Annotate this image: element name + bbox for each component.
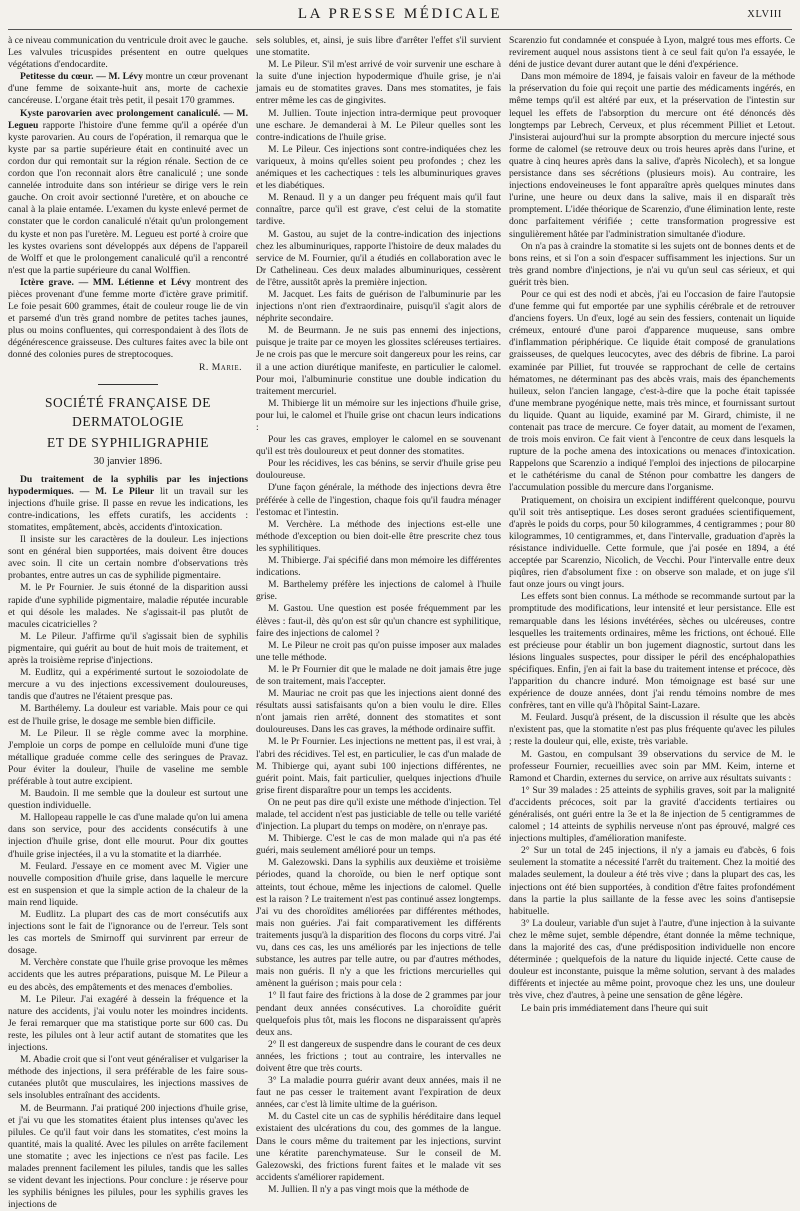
paragraph: 3° La maladie pourra guérir avant deux années, mais il ne faut ne pas cesser le traitement avant l'expiration de deux années, car c'est là limite ultime de la guérison. [256,1075,501,1111]
paragraph: Du traitement de la syphilis par les injections hypodermiques. — M. Le Pileur lit un travail sur les injections d'huile grise. Il passe en revue les indications, les contre-indications, les effets curatifs, les accidents : stomatites, empâtement, abcès, accidents d'intoxication. [8,474,248,534]
column-2 [256,35,501,1103]
page-number: XLVIII [747,9,782,20]
paragraph: M. Galezowski. Dans la syphilis aux deuxième et troisième périodes, quand la choroïde, ou bien le nerf optique sont atteints, tout échoue, même les injections de calomel. Quelle est la raison ? Le traitement n'est pas continué assez longtemps. J'ai vu des choroïdites améliorées par différentes méthodes, mais non guéries. J'ai fait comparativement les différents traitements jusqu'à la disparition des flocons du corps vitré. J'ai vu, dans ces cas, les uns améliorés par les injections de telle substance, les autres par telle autre, ou par d'autres méthodes, mais non guéris. Il n'y a que les frictions mercurielles qui amènent la guérison ; mais pour cela : [256,857,501,990]
paragraph: M. Jullien. Il n'y a pas vingt mois que la méthode de [256,1184,501,1196]
column-1 [8,35,248,1103]
paragraph-heading: Du traitement de la syphilis par les injections hypodermiques. — M. Le Pileur [8,474,248,497]
page-header [0,6,800,28]
paragraph: M. Renaud. Il y a un danger peu fréquent mais qu'il faut connaître, parce qu'il est grave, c'est celui de la stomatite tardive. [256,192,501,228]
paragraph: M. Verchère. La méthode des injections est-elle une méthode d'exception ou bien doit-elle être prescrite chez tous les syphilitiques. [256,519,501,555]
section-title: SOCIÉTÉ FRANÇAISE DE DERMATOLOGIE [8,393,248,431]
paragraph: M. Baudoin. Il me semble que la douleur est surtout une question individuelle. [8,788,248,812]
paragraph: Les effets sont bien connus. La méthode se recommande surtout par la promptitude des modifications, leur intensité et leur persistance. Elle est remarquable dans les lésions invétérées, sèches ou ulcéreuses, contre lesquelles les traitements ordinaires, même les frictions, ont échoué. Elle est précieuse pour établir un bon jugement diagnostic, surtout dans les lésions linguales suspectes, pour dissiper le péril des encéphalopathies spécifiques. Enfin, j'en ai fait la base du traitement intense et précoce, dès l'apparition du chancre induré. Mon témoignage est basé sur une expérience de douze années, dont j'ai rendu témoins nombre de mes confrères, tant en ville qu'à l'hôpital Saint-Lazare. [509,591,795,712]
paragraph: M. le Pr Fournier. Les injections ne mettent pas, il est vrai, à l'abri des récidives. Tel est, en particulier, le cas d'un malade de M. Thibierge qui, ayant subi 100 injections différentes, ne guérit point. Mais, fait particulier, quelques injections d'huile grise firent disparaître pour un temps les accidents. [256,736,501,796]
paragraph: On ne peut pas dire qu'il existe une méthode d'injection. Tel malade, tel accident n'est pas justiciable de telle ou telle variété d'injection. La plupart du temps on modère, on n'enraye pas. [256,797,501,833]
paragraph-heading: Petitesse du cœur. — M. Lévy [20,71,143,82]
paragraph: Le bain pris immédiatement dans l'heure qui suit [509,1003,795,1015]
paragraph: D'une façon générale, la méthode des injections devra être préférée à celle de l'ingestion, chaque fois qu'il faudra ménager l'estomac et l'intestin. [256,482,501,518]
paragraph: M. Le Pileur. Ces injections sont contre-indiquées chez les variqueux, à moins qu'elles soient peu profondes ; chez les anémiques et les cachectiques : tels les albuminuriques graves et les diabétiques. [256,144,501,192]
journal-title: LA PRESSE MÉDICALE [0,6,800,23]
paragraph: 2° Il est dangereux de suspendre dans le courant de ces deux années, les frictions ; tout au contraire, les intervalles ne doivent être que très courts. [256,1039,501,1075]
paragraph: Pour ce qui est des nodi et abcès, j'ai eu l'occasion de faire l'autopsie d'une femme qui fut emportée par une syphilis cérébrale et de retrouver d'anciens foyers. Un d'eux, logé au sein des fessiers, contenait un liquide crémeux, entouré d'une paroi d'apparence muqueuse, sans ombre d'inflammation périphérique. Ce liquide était composé de granulations graisseuses, de quelques leucocytes, avec des débris de fibrine. La paroi examinée par Pilliet, fut trouvée se rapprochant de celle de certains hématomes, ne déterminant pas des abcès vrais, mais des épanchements huileux, selon l'ancien langage, c'est-à-dire que la poche était tapissée d'une membrane pyogénique nette, mais très mince, et fournissant surtout du liquide. Quant au liquide, examiné par M. Girard, chimiste, il ne contenait pas trace de mercure. Ce foyer datait, au moment de l'examen, de trois mois environ. Ce fait vient à l'encontre de ceux dans lesquels la rupture de la poche amena des intoxications ou menaces d'intoxication. Rappelons que Scarenzio a indiqué l'emploi des injections de pilocarpine et le cathétérisme du canal de Sténon pour combattre les dangers de l'accumulation possible du mercure dans l'organisme. [509,289,795,495]
paragraph: à ce niveau communication du ventricule droit avec le gauche. Les valvules tricuspides présentent en outre quelques végétations d'endocardite. [8,35,248,71]
author-signature: R. Marie. [8,362,248,374]
paragraph: M. Abadie croit que si l'ont veut généraliser et vulgariser la méthode des injections, il sera préférable de les faire sous-cutanées plutôt que musculaires, les injections massives de sels insolubles entraînant des accidents. [8,1054,248,1102]
paragraph: Pour les cas graves, employer le calomel en se souvenant qu'il est très douloureux et peut donner des stomatites. [256,434,501,458]
paragraph: Kyste parovarien avec prolongement canaliculé. — M. Legueu rapporte l'histoire d'une femme qu'il a opérée d'un kyste parovarien. Au cours de l'opération, il remarqua que le kyste par sa partie supérieure était en continuité avec un cordon dur qui remontait sur la région rénale. Section de ce cordon que l'on reconnait alors être canaliculé ; une sonde cannelée introduite dans son intérieur se dirige vers le rein gauche. On croit avoir sectionné l'uretère, et on abouche ce canal à la plaie entamée. L'examen du kyste enlevé permet de constater que le cordon canaliculé n'était qu'un prolongement du kyste et non pas l'uretère. M. Legueu est porté à croire que les kystes ovariens sont développés aux dépens de l'appareil de Wolff et que le prolongement canaliculé qu'il a rencontré n'est que la partie supérieure du canal Wolffien. [8,108,248,277]
paragraph: M. Verchère constate que l'huile grise provoque les mêmes accidents que les autres préparations, puisque M. Le Pileur a eu des abcès, des empâtements et des menaces d'embolies. [8,957,248,993]
paragraph: M. Mauriac ne croit pas que les injections aient donné des résultats aussi satisfaisants qu'on a bien voulu le dire. Elles n'ont jamais rien arrêté, donnent des stomatites et sont douloureuses. Dans les cas graves, la méthode ordinaire suffit. [256,688,501,736]
paragraph: M. de Beurmann. J'ai pratiqué 200 injections d'huile grise, et j'ai vu que les stomatites étaient plus intenses qu'avec les pilules. Ce qu'il faut voir dans les stomatites, c'est moins la quantité, mais la qualité. Avec les pilules on arrête facilement une stomatite ; avec les injections ce n'est pas facile. Les malades prennent facilement les pilules, tandis que les salles se vident devant les injections. Pour conclure : je réserve pour les syphilis bénignes les pilules, pour les syphilis graves les injections de [8,1103,248,1211]
paragraph: M. Feulard. Jusqu'à présent, de la discussion il résulte que les abcès n'existent pas, que la stomatite n'est pas plus fréquente qu'avec les pilules ; reste la douleur qui, elle, existe, très variable. [509,712,795,748]
paragraph: M. Barthelemy préfère les injections de calomel à l'huile grise. [256,579,501,603]
paragraph: sels solubles, et, ainsi, je suis libre d'arrêter l'effet s'il survient une stomatite. [256,35,501,59]
column-3 [509,35,795,1103]
paragraph: 3° La douleur, variable d'un sujet à l'autre, d'une injection à la suivante chez le même sujet, semble dépendre, étant donnée la même technique, dans la majorité des cas, d'une prédisposition individuelle non encore déterminée ; quelquefois de la nature du liquide injecté. Cette cause de douleur est inconstante, puisque la même solution, servant à des malades différents et injectée au même point, provoque chez les uns, une douleur très vive, chez d'autres, à peine une sensation de gêne légère. [509,918,795,1003]
paragraph: M. Barthélemy. La douleur est variable. Mais pour ce qui est de l'huile grise, le dosage me semble bien difficile. [8,703,248,727]
paragraph: M. Eudlitz, qui a expérimenté surtout le sozoiodolate de mercure a vu des injections excessivement douloureuses, tandis que d'autres ne l'étaient presque pas. [8,667,248,703]
paragraph: M. de Beurmann. Je ne suis pas ennemi des injections, puisque je traite par ce moyen les glossites scléreuses tertiaires. Je ne crois pas que le mercure soit dangereux pour les reins, car il a une action diurétique manifeste, en particulier le calomel. Pour moi, l'albuminurie constitue une double indication du traitement mercuriel. [256,325,501,398]
paragraph: 1° Sur 39 malades : 25 atteints de syphilis graves, soit par la malignité d'accidents précoces, soit par la gravité d'accidents tertiaires ou généralisés, ont guéri entre la 3e et la 8e injection de 5 centigrammes de calomel ; 14 atteints de syphilis nerveuse n'ont pas éprouvé, malgré ces injections multiples, d'amélioration manifeste. [509,785,795,845]
section-title: ET DE SYPHILIGRAPHIE [8,433,248,452]
paragraph: M. Hallopeau rappelle le cas d'une malade qu'on lui amena dans son service, pour des accidents consécutifs à une injection d'huile grise, dont elle mourut. Pour dix gouttes d'huile grise injectées, il a vu la stomatite et la diarrhée. [8,812,248,860]
paragraph: M. Le Pileur. J'ai exagéré à dessein la fréquence et la nature des accidents, j'ai voulu noter les moindres incidents. Je ferai remarquer que ma statistique porte sur 600 cas. Du reste, les pilules ont à leur actif autant de stomatites que les injections. [8,994,248,1054]
paragraph: M. le Pr Fournier. Je suis étonné de la disparition aussi rapide d'une syphilide pigmentaire, maladie réputée incurable et qui désole les malades. Ne s'agissait-il pas plutôt de macules cicatricielles ? [8,582,248,630]
paragraph: M. Le Pileur. J'affirme qu'il s'agissait bien de syphilis pigmentaire, qui guérit au bout de huit mois de traitement, et après la troisième reprise d'injections. [8,631,248,667]
paragraph: On n'a pas à craindre la stomatite si les sujets ont de bonnes dents et de bons reins, et si l'on a soin d'espacer suffisamment les injections. Sur un très grand nombre d'injections, je n'ai vu qu'un seul cas sérieux, et qui guérit très bien. [509,241,795,289]
paragraph: M. Thibierge lit un mémoire sur les injections d'huile grise, pour lui, le calomel et l'huile grise ont chacun leurs indications : [256,398,501,434]
paragraph-heading: Kyste parovarien avec prolongement canaliculé. — M. Legueu [8,108,248,131]
paragraph: M. Eudlitz. La plupart des cas de mort consécutifs aux injections sont le fait de l'ignorance ou de l'erreur. Tels sont les cas mortels de Smirnoff qui survinrent par erreur de dosage. [8,909,248,957]
paragraph-heading: Ictère grave. — MM. Létienne et Lévy [20,277,191,288]
paragraph: M. Thibierge. J'ai spécifié dans mon mémoire les différentes indications. [256,555,501,579]
header-rule [8,29,792,30]
paragraph: Scarenzio fut condamnée et conspuée à Lyon, malgré tous mes efforts. Ce revirement auquel nous assistons tient à ce seul fait qu'on l'a essayée, le déni de justice devant durer autant que le déni d'expérience. [509,35,795,71]
paragraph: M. du Castel cite un cas de syphilis héréditaire dans lequel existaient des ulcérations du cou, des gommes de la langue. Dans le cours même du traitement par les injections, survint une kératite parenchymateuse. Sur le conseil de M. Galezowski, des frictions furent faites et le malade vit ses accidents s'améliorer rapidement. [256,1111,501,1184]
paragraph: M. Gastou, en compulsant 39 observations du service de M. le professeur Fournier, recueillies avec soin par MM. Keim, interne et Ramond et Chardin, externes du service, on arrive aux résultats suivants : [509,749,795,785]
paragraph: M. Feulard. J'essaye en ce moment avec M. Vigier une nouvelle composition d'huile grise, dans laquelle le mercure est en suspension et que la simple action de la chaleur de la main rend liquide. [8,861,248,909]
paragraph: Petitesse du cœur. — M. Lévy montre un cœur provenant d'une femme de soixante-huit ans, morte de cachexie cancéreuse. L'organe était très petit, il pesait 170 grammes. [8,71,248,107]
session-date: 30 janvier 1896. [8,454,248,470]
paragraph: 2° Sur un total de 245 injections, il n'y a jamais eu d'abcès, 6 fois seulement la stomatite a nécessité l'arrêt du traitement. Chez la moitié des malades seulement, la douleur a été très vive ; dans la plupart des cas, les injections ont été bien supportées, à condition d'être faites profondément dans la partie la plus saillante de la fesse avec les soins d'antisepsie habituelle. [509,845,795,918]
paragraph: M. Jacquet. Les faits de guérison de l'albuminurie par les injections n'ont rien d'extraordinaire, puisqu'il s'agit alors de néphrite secondaire. [256,289,501,325]
paragraph: M. Gastou, au sujet de la contre-indication des injections chez les albuminuriques, rapporte l'histoire de deux malades du service de M. Fournier, qu'il a étudiés en collaboration avec le Dr Cathelineau. Ces deux malades albuminuriques, cessèrent de l'être, aussitôt après la première injection. [256,229,501,289]
paragraph: M. Le Pileur. Il se règle comme avec la morphine. J'emploie un corps de pompe en celluloïde muni d'une tige métallique graduée comme celle des seringues de Pravaz. Pour éviter la douleur, l'huile de vaseline me semble préférable à tout autre excipient. [8,728,248,788]
paragraph: M. le Pr Fournier dit que le malade ne doit jamais être juge de son traitement, mais l'accepter. [256,664,501,688]
paragraph: Pour les récidives, les cas bénins, se servir d'huile grise peu douloureuse. [256,458,501,482]
paragraph: Ictère grave. — MM. Létienne et Lévy montrent des pièces provenant d'une femme morte d'ictère grave primitif. Le foie pesait 600 grammes, était de couleur rouge lie de vin et parsemé d'un très grand nombre de petites taches jaunes, plus ou moins confluentes, qui correspondaient à des îlots de dégénérescence graisseuse. Des cultures faites avec la bile ont donné des colonies pures de streptocoques. [8,277,248,362]
paragraph: M. Jullien. Toute injection intra-dermique peut provoquer une eschare. Je demanderai à M. Le Pileur quelles sont les contre-indications de l'huile grise. [256,108,501,144]
paragraph: 1° Il faut faire des frictions à la dose de 2 grammes par jour pendant deux années consécutives. La choroïdite guérit quelquefois plus tôt, mais les flocons ne disparaissent qu'après deux ans. [256,990,501,1038]
paragraph: Dans mon mémoire de 1894, je faisais valoir en faveur de la méthode la préservation du foie qui reçoit une partie des médicaments ingérés, en même temps qu'il est altéré par eux, et la préservation de l'intestin sur lequel les effets de l'absorption du mercure ont été dénoncés dès longtemps par Lebrech, Cerveux, et plus récemment Pilliet et Letout. J'insisterai aujourd'hui sur la prompte absorption du mercure injecté sous forme de calomel (se retrouve deux ou trois heures après dans l'urine, et quatre à cinq heures après dans la salive, d'après Nicolech), et sa longue persistance dans ses sécrétions (plusieurs mois). Au contraire, les injections endoveineuses le font apparaître après quelques minutes dans l'urine, une heure ou deux dans la salive, mais il en disparaît très promptement. L'idée théorique de Scarenzio, d'une élimination lente, reste donc parfaitement vérifiée ; cette transformation progressive est singulièrement hâtée par l'administration simultanée d'iodure. [509,71,795,240]
paragraph: M. Le Pileur. S'il m'est arrivé de voir survenir une eschare à la suite d'une injection hypodermique d'huile grise, je n'ai jamais eu de stomatites graves. Dans mes stomatites, je fais entrer même les cas de gingivites. [256,59,501,107]
paragraph: Il insiste sur les caractères de la douleur. Les injections sont en général bien supportées, mais doivent être douces avec soin. Il cite un certain nombre d'observations très probantes, entre autres un cas de syphilide pigmentaire. [8,534,248,582]
paragraph: M. Thibierge. C'est le cas de mon malade qui n'a pas été guéri, mais seulement amélioré pour un temps. [256,833,501,857]
paragraph: M. Le Pileur ne croit pas qu'on puisse imposer aux malades une telle méthode. [256,640,501,664]
paragraph: Pratiquement, on choisira un excipient indifférent quelconque, pourvu qu'il soit très antiseptique. Les doses seront graduées scientifiquement, d'après le poids du corps, pour 50 kilogrammes, 4 centigrammes ; pour 80 kilogrammes, 10 centigrammes, et, dans l'intervalle, graduation d'après la résistance individuelle. Cette formule, que j'ai posée en 1894, a été acceptée par Scarenzio, Nicolich, de Vecchi. Pour l'intervalle entre deux piqûres, rien d'absolument fixe : on observe son malade, et on juge s'il faut onze jours ou vingt jours. [509,495,795,592]
divider [98,384,158,385]
paragraph: M. Gastou. Une question est posée fréquemment par les élèves : faut-il, dès qu'on est sûr qu'un chancre est syphilitique, faire des injections de calomel ? [256,603,501,639]
